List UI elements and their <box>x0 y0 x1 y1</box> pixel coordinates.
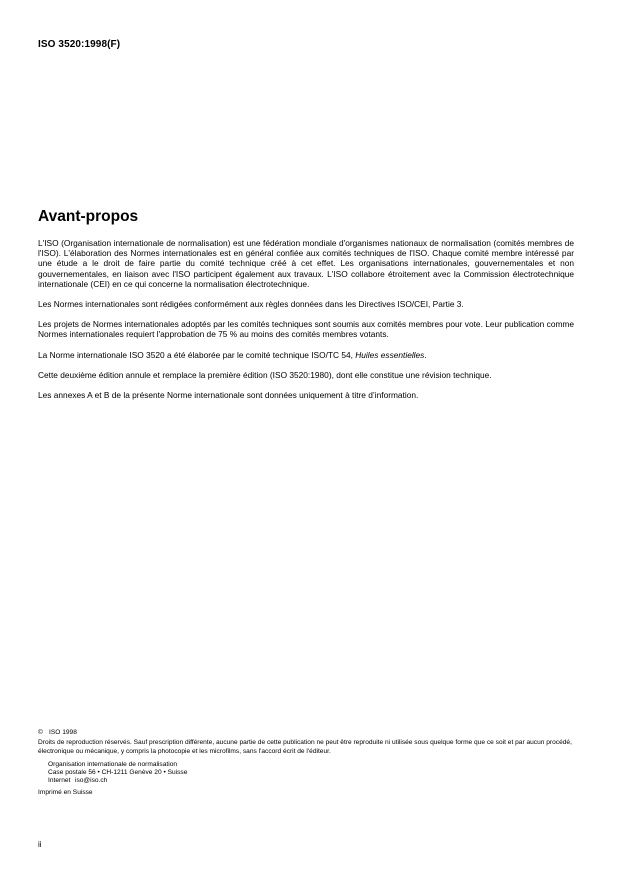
printed-in: Imprimé en Suisse <box>38 788 93 796</box>
internet-line <box>48 777 598 785</box>
copyright-symbol: © <box>38 729 43 736</box>
paragraph-voting: Les projets de Normes internationales adoptés par les comités techniques sont soumis aux comités membres pour vote. Leur publication comme Normes internationales requiert l'approbation de 75 % au moins des comités membres votants. <box>38 319 574 340</box>
page-title: Avant-propos <box>38 208 139 225</box>
foreword-body <box>38 238 574 410</box>
email-link[interactable]: iso@iso.ch <box>75 777 108 785</box>
paragraph-iso-description: L'ISO (Organisation internationale de normalisation) est une fédération mondiale d'organismes nationaux de normalisation (comités membres de l'ISO). L'élaboration des Normes internationales est en général confiée aux comités techniques de l'ISO. Chaque comité membre intéressé par une étude a le droit de faire partie du comité technique créé à cet effet. Les organisations internationales, gouvernementales et non gouvernementales, en liaison avec l'ISO participent également aux travaux. L'ISO collabore étroitement avec la Commission électrotechnique internationale (CEI) en ce qui concerne la normalisation électrotechnique. <box>38 238 574 289</box>
paragraph-annexes: Les annexes A et B de la présente Norme internationale sont données uniquement à titre d’information. <box>38 390 419 401</box>
paragraph-drafting-rules: Les Normes internationales sont rédigées conformément aux règles données dans les Directives ISO/CEI, Partie 3. <box>38 299 464 310</box>
document-id-header: ISO 3520:1998(F) <box>38 39 121 50</box>
internet-label: Internet <box>48 777 71 785</box>
copyright-footer <box>38 729 598 797</box>
paragraph-edition: Cette deuxième édition annule et remplace la première édition (ISO 3520:1980), dont elle constitue une révision technique. <box>38 369 492 380</box>
rights-notice: Droits de reproduction réservés. Sauf prescription différente, aucune partie de cette publication ne peut être reproduite ni utilisée sous quelque forme que ce soit et par aucun procédé, électronique ou mécanique, y compris la photocopie et les microfilms, sans l'accord écrit de l'éditeur. <box>38 739 572 755</box>
copyright-line <box>38 729 598 737</box>
postal-address: Case postale 56 • CH-1211 Genève 20 • Suisse <box>48 769 188 777</box>
committee-name: Huiles essentielles <box>355 349 425 360</box>
organization-name: Organisation internationale de normalisation <box>48 760 178 768</box>
page-number: ii <box>38 840 42 849</box>
paragraph-technical-committee <box>38 350 574 360</box>
organization-address-block <box>48 761 598 786</box>
committee-text: La Norme internationale ISO 3520 a été élaborée par le comité technique ISO/TC 54, <box>38 349 356 360</box>
copyright-text: ISO 1998 <box>49 729 77 736</box>
committee-period: . <box>424 349 427 360</box>
